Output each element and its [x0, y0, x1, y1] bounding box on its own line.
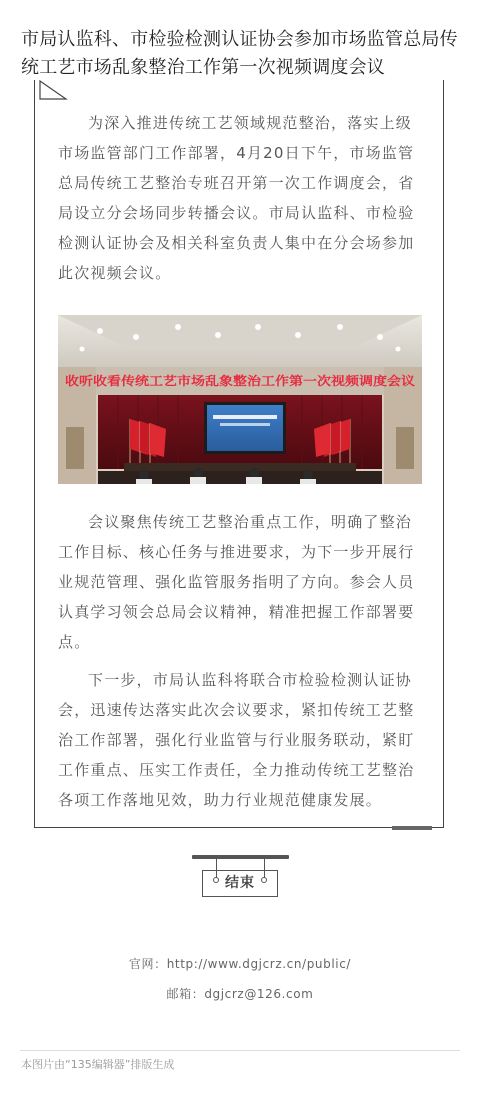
footer-email[interactable]: 邮箱：dgjcrz@126.com — [166, 987, 314, 1001]
photo-banner-text: 收听收看传统工艺市场乱象整治工作第一次视频调度会议 — [65, 374, 366, 388]
article-paragraph-1: 为深入推进传统工艺领域规范整治，落实上级市场监管部门工作部署，4月20日下午，市场监管总局传统工艺整治专班召开第一次工作调度会，省局设立分会场同步转播会议。市局认监科、市检验检测认证协会及相关科室负责人集中在分会场参加此次视频会议。 — [58, 114, 415, 282]
footer-website[interactable]: 官网：http://www.dgjcrz.cn/public/ — [128, 957, 352, 971]
meeting-photo — [58, 315, 422, 484]
footer-divider — [20, 1050, 460, 1051]
article-paragraph-2: 会议聚焦传统工艺整治重点工作，明确了整治工作目标、核心任务与推进要求，为下一步开展行业规范管理、强化监管服务指明了方向。参会人员认真学习领会总局会议精神，精准把握工作部署要点。 — [58, 513, 415, 651]
end-ornament-bar — [192, 855, 289, 859]
corner-triangle-icon — [38, 79, 68, 101]
end-label: 结束 — [225, 875, 255, 891]
editor-credit: 本图片由“135编辑器”排版生成 — [21, 1058, 175, 1071]
article-paragraph-3: 下一步，市局认监科将联合市检验检测认证协会，迅速传达落实此次会议要求，紧扣传统工艺整治工作部署，强化行业监管与行业服务联动，紧盯工作重点、压实工作责任，全力推动传统工艺整治各项工作落地见效，助力行业规范健康发展。 — [58, 671, 415, 809]
article-title: 市局认监科、市检验检测认证协会参加市场监管总局传统工艺市场乱象整治工作第一次视频调度会议 — [21, 29, 458, 78]
frame-accent-bar — [392, 826, 432, 830]
